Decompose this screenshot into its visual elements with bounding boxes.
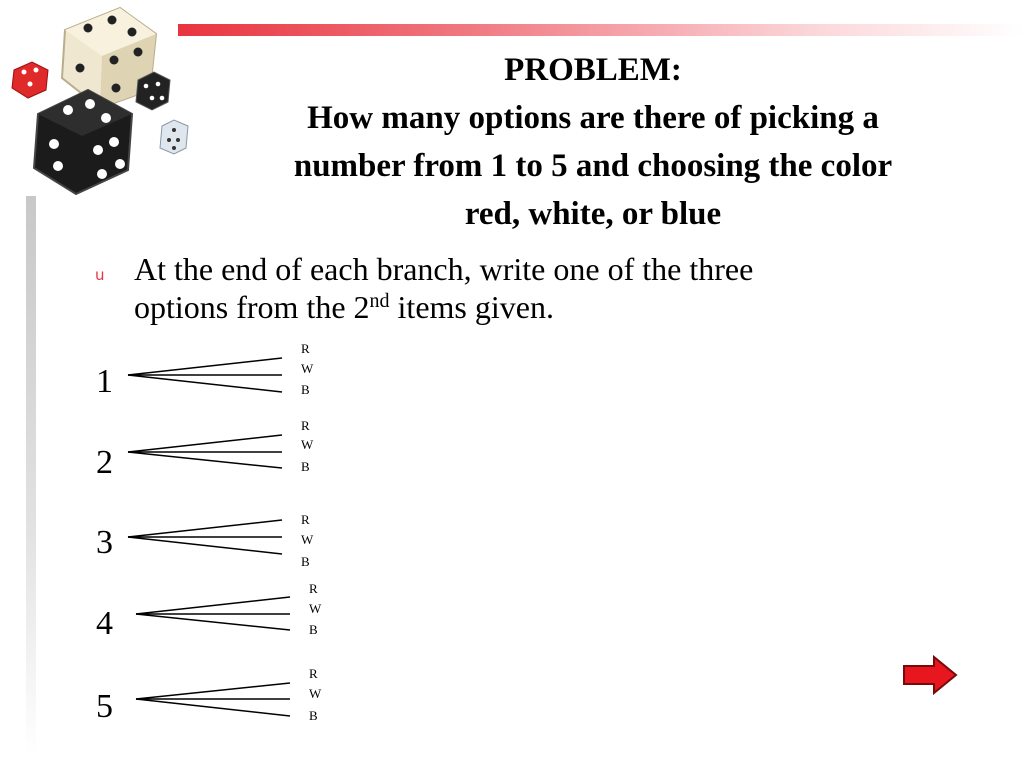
branch-label-2-R: R [301,418,310,433]
tree-branch-2-B [128,452,282,468]
branch-label-3-B: B [301,554,310,569]
title-line-1: PROBLEM: [504,52,682,88]
bullet-text-line-2a: options from the 2 [134,289,370,325]
branch-label-3-W: W [301,532,314,547]
branch-label-2-B: B [301,459,310,474]
bullet-marker: u [95,266,105,284]
branch-label-4-B: B [309,622,318,637]
tree-branch-5-R [136,683,290,699]
branch-label-5-R: R [309,666,318,681]
tree-branch-2-R [128,435,282,452]
tree-number-2: 2 [96,444,113,481]
branch-label-2-W: W [301,437,314,452]
branch-label-1-B: B [301,382,310,397]
branch-label-1-R: R [301,341,310,356]
next-arrow-icon[interactable] [902,655,958,695]
tree-branch-3-B [128,537,282,554]
tree-number-5: 5 [96,688,113,725]
tree-number-3: 3 [96,524,113,561]
branch-label-5-B: B [309,708,318,723]
tree-branch-5-B [136,699,290,716]
tree-branch-4-B [136,614,290,630]
branch-label-5-W: W [309,686,322,701]
branch-label-1-W: W [301,361,314,376]
bullet-text-line-2b: items given. [389,289,554,325]
title-line-3: number from 1 to 5 and choosing the color [293,148,893,184]
tree-branch-1-R [128,358,282,375]
branch-label-4-W: W [309,601,322,616]
bullet-text-line-1: At the end of each branch, write one of the three [134,251,754,287]
tree-number-4: 4 [96,605,113,642]
title-line-2: How many options are there of picking a [307,100,879,136]
tree-number-1: 1 [96,363,113,400]
branch-label-3-R: R [301,512,310,527]
tree-branch-1-B [128,375,282,392]
title-line-4: red, white, or blue [464,196,722,232]
branch-label-4-R: R [309,581,318,596]
tree-branch-3-R [128,520,282,537]
tree-branch-4-R [136,597,290,614]
bullet-superscript: nd [369,290,390,312]
